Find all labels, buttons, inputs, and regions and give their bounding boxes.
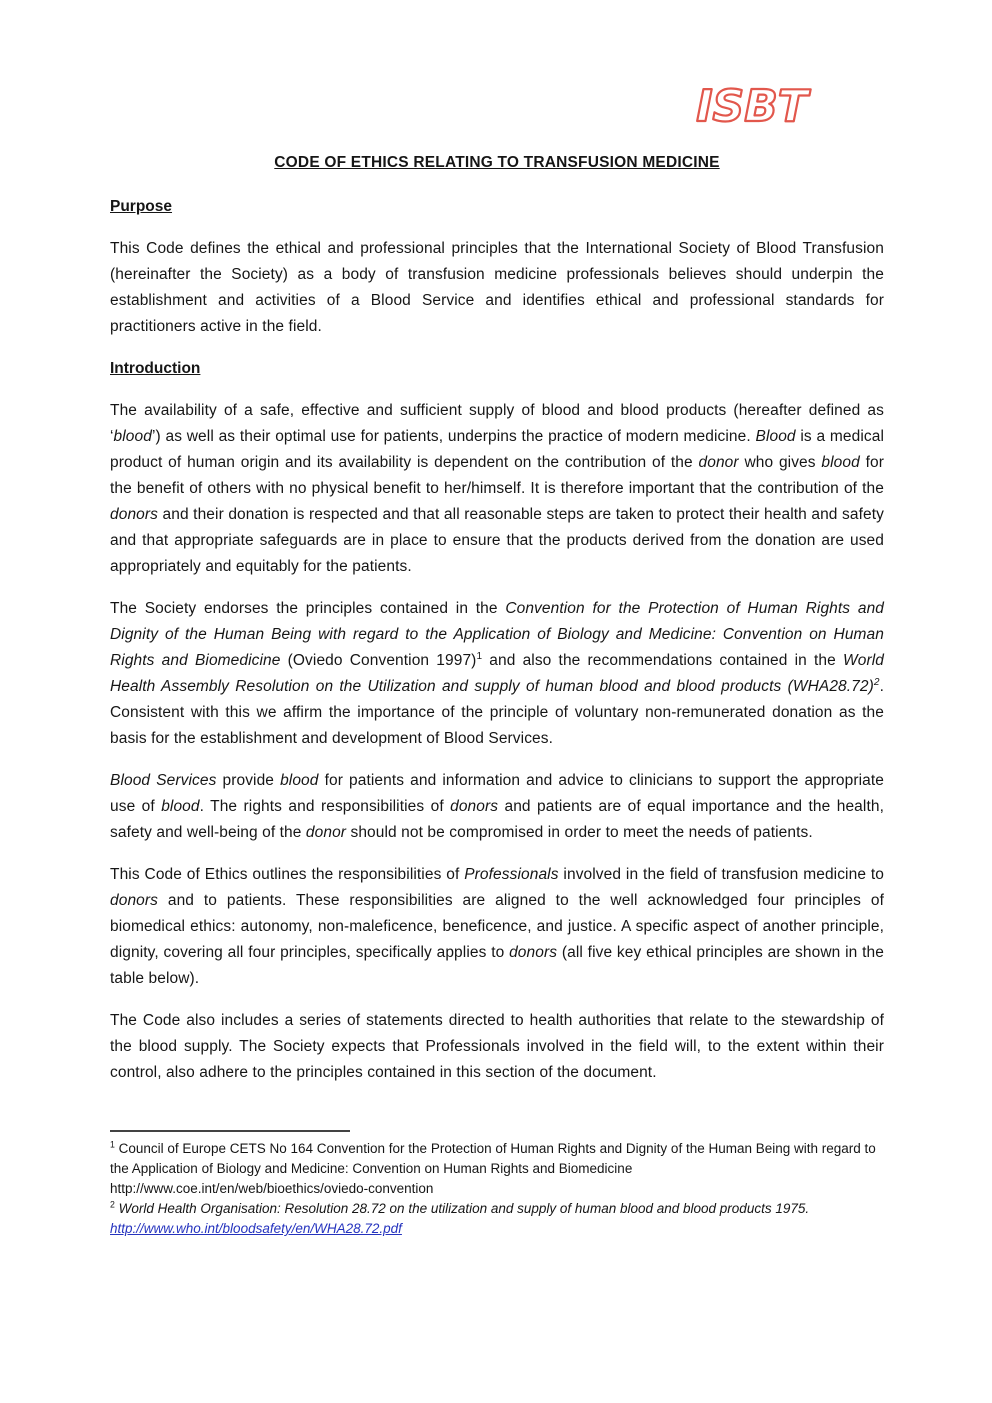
logo-row — [110, 76, 884, 134]
paragraph — [110, 596, 884, 752]
text-run: for patients and information and advice to clinicians to support the appropriate use of — [110, 772, 884, 815]
superscript-ref: 1 — [476, 650, 483, 662]
heading-introduction: Introduction — [110, 360, 201, 377]
footnotes-section — [110, 1130, 884, 1239]
text-run: for the benefit of others with no physical benefit to her/himself. It is therefore important that the contribution of the — [110, 454, 885, 497]
text-run: The Code also includes a series of statements directed to health authorities that relate to the stewardship of the blood supply. The Society expects that Professionals involved in the field will, to the extent within their control, also adhere to the principles contained in this section of the document. — [110, 1012, 884, 1081]
text-run: and patients are of equal importance and the health, safety and well-being of the — [110, 798, 884, 841]
text-run: blood — [113, 428, 152, 445]
text-run: Blood — [755, 428, 796, 445]
paragraph — [110, 1008, 884, 1086]
text-run: This Code defines the ethical and professional principles that the International Society of Blood Transfusion (hereinafter the Society) as a body of transfusion medicine professionals believes should underpin the establishment and activities of a Blood Service and identifies ethical and professional standards for practitioners active in the field. — [110, 240, 884, 335]
text-run: blood — [280, 772, 319, 789]
text-run: donors — [110, 892, 158, 909]
text-run: donors — [450, 798, 499, 815]
text-run: ’) as well as their optimal use for patients, underpins the practice of modern medicine. — [151, 428, 756, 445]
text-run: donors — [509, 944, 558, 961]
document-title: CODE OF ETHICS RELATING TO TRANSFUSION MEDICINE — [274, 154, 720, 171]
text-run: http://www.coe.int/en/web/bioethics/oviedo-convention — [110, 1181, 434, 1196]
text-run: should not be compromised in order to meet the needs of patients. — [346, 824, 813, 841]
text-run: donor — [698, 454, 739, 471]
text-run: Blood Services — [110, 772, 217, 789]
text-run: The Society endorses the principles contained in the — [110, 600, 506, 617]
paragraph — [110, 862, 884, 992]
text-run: donors — [110, 506, 158, 523]
text-run: involved in the field of transfusion medicine to — [558, 866, 885, 883]
paragraph — [110, 236, 884, 340]
text-run: Council of Europe CETS No 164 Convention for the Protection of Human Rights and Dignity of the Human Being with regard to the Application of Biology and Medicine: Convention on Human Rights and Biomedicine — [110, 1141, 876, 1176]
paragraph — [110, 398, 884, 580]
superscript-ref: 2 — [873, 676, 880, 688]
text-run: donor — [305, 824, 347, 841]
text-run: is a medical product of human origin and its availability is dependent on the contribution of the — [110, 428, 884, 471]
text-run: World Health Organisation: Resolution 28.72 on the utilization and supply of human blood and blood products 1975. — [118, 1201, 810, 1216]
text-run: and to patients. These responsibilities are aligned to the well acknowledged four principles of biomedical ethics: autonomy, non-maleficence, beneficence, and justice. A specific aspect of another principle, dignity, covering all four principles, specifically applies to — [110, 892, 884, 961]
text-run: (Oviedo Convention 1997) — [280, 652, 477, 669]
footnote — [110, 1139, 884, 1199]
text-run: World Health Assembly Resolution on the Utilization and supply of human blood and blood products (WHA28.72) — [110, 652, 884, 695]
footnote — [110, 1199, 884, 1239]
heading-purpose: Purpose — [110, 198, 173, 215]
text-run: blood — [161, 798, 200, 815]
document-body — [110, 194, 884, 1086]
text-run: and also the recommendations contained in the — [482, 652, 843, 669]
text-run: and their donation is respected and that all reasonable steps are taken to protect their health and safety and that appropriate safeguards are in place to ensure that the products derived from the donation are used appropriately and equitably for the patients. — [110, 506, 884, 575]
text-run: (all five key ethical principles are shown in the table below). — [110, 944, 884, 987]
text-run: who gives — [738, 454, 822, 471]
footnote-list — [110, 1139, 884, 1239]
text-run: . Consistent with this we affirm the importance of the principle of voluntary non-remunerated donation as the basis for the establishment and development of Blood Services. — [110, 678, 884, 747]
text-run: The availability of a safe, effective and sufficient supply of blood and blood products (hereafter defined as ‘ — [110, 402, 884, 445]
footnote-link[interactable]: http://www.who.int/bloodsafety/en/WHA28.72.pdf — [110, 1221, 402, 1236]
text-run: This Code of Ethics outlines the responsibilities of — [110, 866, 465, 883]
superscript-ref: 1 — [110, 1139, 115, 1150]
superscript-ref: 2 — [110, 1199, 115, 1210]
text-run: blood — [821, 454, 860, 471]
footnote-separator — [110, 1130, 350, 1132]
text-run: Convention for the Protection of Human Rights and Dignity of the Human Being with regard to the Application of Biology and Medicine: Convention on Human Rights and Biomedicine — [110, 600, 885, 669]
isbt-logo — [688, 76, 816, 134]
isbt-logo-text: ISBT — [696, 81, 808, 132]
text-run: . The rights and responsibilities of — [199, 798, 451, 815]
paragraph — [110, 768, 884, 846]
text-run: provide — [216, 772, 281, 789]
text-run: Professionals — [464, 866, 559, 883]
